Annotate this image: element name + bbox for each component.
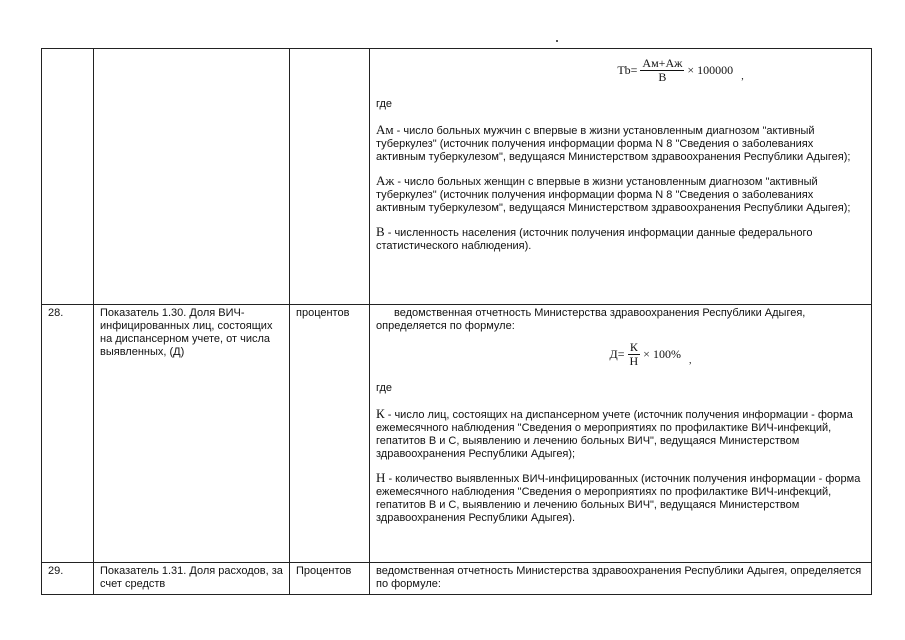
formula-comma: , [688,355,692,366]
where-label: где [376,98,393,110]
indicator-table [41,48,872,595]
formula-denominator: В [658,70,667,84]
scan-speck [556,40,558,42]
definition-k [376,407,865,461]
cell-number: 29. [42,563,94,595]
definition-text: - количество выявленных ВИЧ-инфицированных (источник получения информации - форма ежемесячного наблюдения "Сведения о мероприятиях по профилактике ВИЧ-инфекций, гепатитов В и С, выявлению и лечению больных ВИЧ", ведущаяся Министерством здравоохранения Республики Адыгея). [376,473,861,524]
symbol-v: В [376,224,385,239]
cell-unit: процентов [290,305,370,563]
definition-n [376,471,865,525]
formula-denominator: Н [629,354,639,368]
definition-text: - число больных мужчин с впервые в жизни установленным диагнозом "активный туберкулез" (источник получения информации форма N 8 "Сведения о заболеваниях активным туберкулезом", ведущаяся Министерством здравоохранения Республики Адыгея); [376,125,851,163]
cell-method [370,49,872,305]
symbol-k: К [376,406,385,421]
method-intro: ведомственная отчетность Министерства здравоохранения Республики Адыгея, определяется по формуле: [376,307,806,332]
cell-unit: Процентов [290,563,370,595]
definition-v [376,225,865,253]
cell-name [94,49,290,305]
table-row [42,563,872,595]
table-row [42,305,872,563]
cell-number: 28. [42,305,94,563]
formula-multiplier: × 100000 [687,63,734,77]
cell-number [42,49,94,305]
formula-lhs: Д= [609,347,625,361]
cell-name: Показатель 1.30. Доля ВИЧ-инфицированных лиц, состоящих на диспансерном учете, от числа выявленных, (Д) [94,305,290,563]
formula-numerator: К [629,340,638,354]
symbol-n: Н [376,470,386,485]
formula-fraction [628,341,641,368]
definition-am [376,123,865,164]
formula-lhs: Tb= [617,63,638,77]
cell-method: ведомственная отчетность Министерства здравоохранения Республики Адыгея, определяется по формуле: [370,563,872,595]
formula-d [436,341,865,368]
table-row [42,49,872,305]
formula-multiplier: × 100% [643,347,681,361]
definition-text: - число больных женщин с впервые в жизни установленным диагнозом "активный туберкулез" (источник получения информации форма N 8 "Сведения о заболеваниях активным туберкулезом", ведущаяся Министерством здравоохранения Республики Адыгея); [376,176,851,214]
formula-fraction [640,57,684,84]
cell-name: Показатель 1.31. Доля расходов, за счет средств [94,563,290,595]
formula-comma: , [741,71,744,82]
definition-azh [376,174,865,215]
where-label: где [376,382,393,394]
symbol-azh: Аж [376,173,395,188]
symbol-am: Ам [376,122,394,137]
definition-text: - численность населения (источник получения информации данные федерального статистического наблюдения). [376,227,813,252]
cell-unit [290,49,370,305]
definition-text: - число лиц, состоящих на диспансерном учете (источник получения информации - форма ежемесячного наблюдения "Сведения о мероприятиях по профилактике ВИЧ-инфекций, гепатитов В и С, выявлению и лечению больных ВИЧ", ведущаяся Министерством здравоохранения Республики Адыгея); [376,409,853,460]
formula-numerator: Ам+Аж [642,56,683,70]
cell-method [370,305,872,563]
formula-tb [496,57,865,84]
